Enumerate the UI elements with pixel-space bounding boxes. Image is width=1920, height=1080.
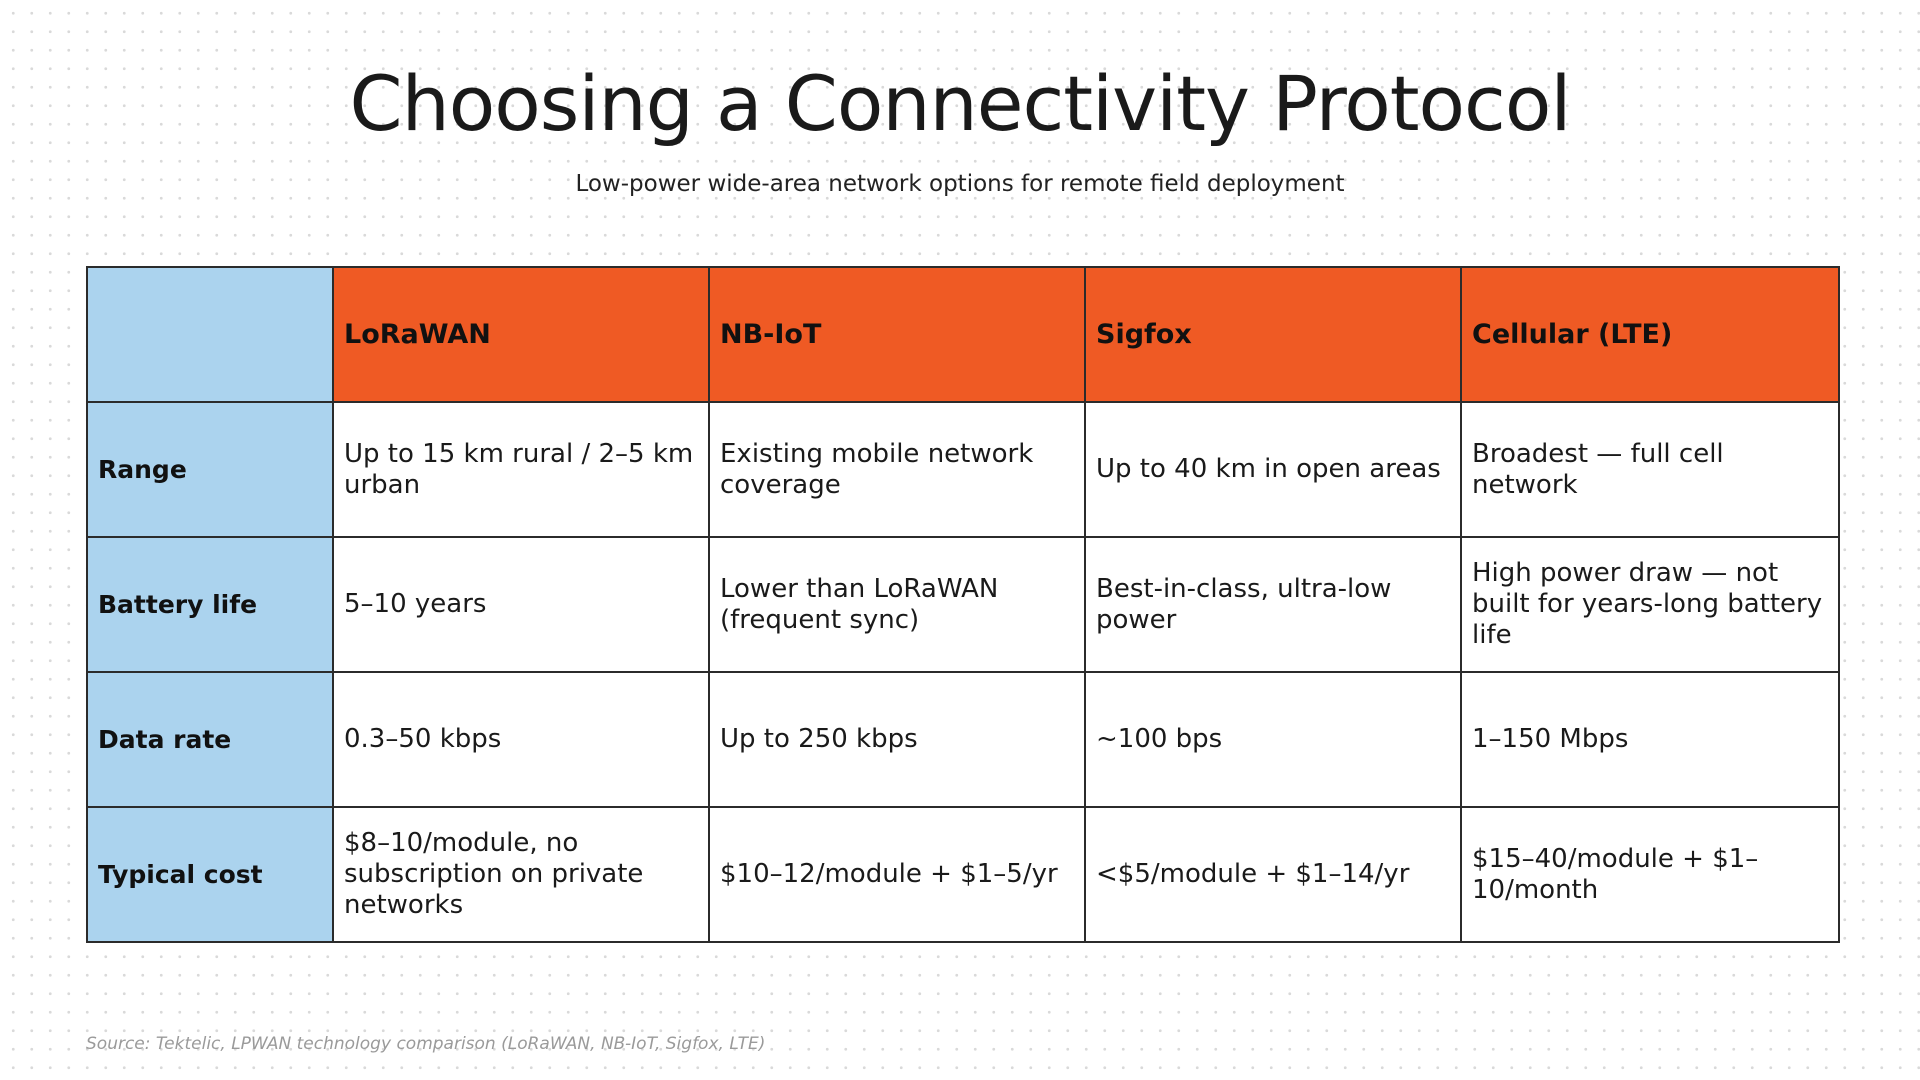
row-label-data-rate: Data rate <box>87 672 333 807</box>
table-row <box>87 672 1839 807</box>
table-row <box>87 402 1839 537</box>
table-cell: <$5/module + $1–14/yr <box>1085 807 1461 942</box>
row-label-range: Range <box>87 402 333 537</box>
table-cell: 0.3–50 kbps <box>333 672 709 807</box>
row-label-battery-life: Battery life <box>87 537 333 672</box>
table-cell: Broadest — full cell network <box>1461 402 1839 537</box>
comparison-table <box>86 266 1840 943</box>
column-header-sigfox: Sigfox <box>1085 267 1461 402</box>
table-cell: 1–150 Mbps <box>1461 672 1839 807</box>
table-cell: $8–10/module, no subscription on private networks <box>333 807 709 942</box>
table-cell: $15–40/module + $1–10/month <box>1461 807 1839 942</box>
column-header-cellular-lte: Cellular (LTE) <box>1461 267 1839 402</box>
table-cell: ~100 bps <box>1085 672 1461 807</box>
table-cell: Up to 250 kbps <box>709 672 1085 807</box>
table-cell: Up to 40 km in open areas <box>1085 402 1461 537</box>
table-cell: $10–12/module + $1–5/yr <box>709 807 1085 942</box>
table-row <box>87 537 1839 672</box>
table-cell: 5–10 years <box>333 537 709 672</box>
table-cell: Lower than LoRaWAN (frequent sync) <box>709 537 1085 672</box>
table-row <box>87 807 1839 942</box>
page-subtitle: Low-power wide-area network options for remote field deployment <box>575 171 1345 197</box>
column-header-nb-iot: NB-IoT <box>709 267 1085 402</box>
table-cell: Best-in-class, ultra-low power <box>1085 537 1461 672</box>
column-header-lorawan: LoRaWAN <box>333 267 709 402</box>
source-note: Source: Tektelic, LPWAN technology comparison (LoRaWAN, NB-IoT, Sigfox, LTE) <box>86 1034 766 1054</box>
table-cell: High power draw — not built for years-long battery life <box>1461 537 1839 672</box>
table-cell: Up to 15 km rural / 2–5 km urban <box>333 402 709 537</box>
row-label-typical-cost: Typical cost <box>87 807 333 942</box>
page-title: Choosing a Connectivity Protocol <box>349 59 1571 148</box>
table-header-row <box>87 267 1839 402</box>
table-corner-cell <box>87 267 333 402</box>
table-cell: Existing mobile network coverage <box>709 402 1085 537</box>
